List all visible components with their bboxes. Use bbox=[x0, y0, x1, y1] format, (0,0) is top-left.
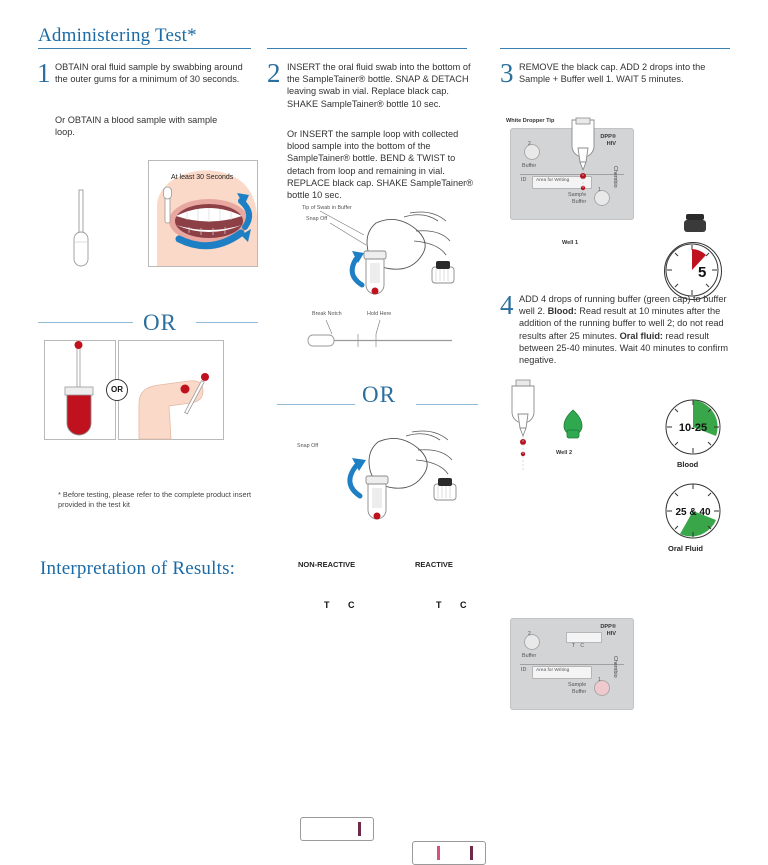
cassette2-well-1 bbox=[594, 680, 610, 696]
svg-text:25 & 40: 25 & 40 bbox=[675, 507, 711, 518]
timer-blood bbox=[664, 398, 722, 456]
svg-text:5: 5 bbox=[698, 264, 707, 281]
cassette2-writing-label: Area for Writing bbox=[536, 668, 570, 673]
cassette2-buffer-label-2: Buffer bbox=[571, 689, 587, 695]
step-1-text-2: Or OBTAIN a blood sample with sample loop. bbox=[55, 115, 218, 138]
dropper-bottle-step4 bbox=[500, 380, 548, 480]
control-band-reactive bbox=[470, 846, 473, 860]
step-2-or: OR bbox=[362, 382, 396, 407]
cassette2-divider bbox=[520, 664, 624, 665]
cassette2-test-name-line2: HIV bbox=[606, 631, 616, 637]
cassette-sample-label: Sample bbox=[568, 192, 587, 198]
step-2-number: 2 bbox=[267, 58, 281, 88]
cassette2-tc-marks: T C bbox=[572, 643, 586, 649]
cassette-test-name-line2: HIV bbox=[606, 141, 616, 147]
swab-break-diagram bbox=[302, 320, 462, 356]
swab-illustration bbox=[62, 190, 102, 270]
timer-oral-caption: Oral Fluid bbox=[668, 544, 704, 553]
step-4-text-1: ADD 4 drops of running buffer (green cap) to buffer well 2. Blood: Read result at 10 minutes after the addition of the running buffer to well 2; do not read results after 25 minutes. Oral fluid: read result between 25-40 minutes. Wait 40 minutes to confirm negative. bbox=[519, 294, 729, 366]
label-snap-off-2: Snap Off bbox=[297, 443, 319, 449]
result-marks-reactive: T C bbox=[436, 600, 475, 610]
fingerstick-panel bbox=[118, 340, 224, 440]
cassette2-brand: Chembio bbox=[612, 656, 618, 678]
result-strip-reactive bbox=[412, 841, 486, 865]
column3-rule bbox=[500, 48, 730, 49]
cassette2-test-name bbox=[600, 624, 616, 638]
page-title: Administering Test* bbox=[38, 25, 197, 46]
control-band-nonreactive bbox=[358, 822, 361, 836]
step-4-number: 4 bbox=[500, 290, 514, 320]
cassette2-sample-label: Sample bbox=[568, 682, 587, 688]
label-white-dropper-tip: White Dropper Tip bbox=[506, 118, 555, 124]
or-rule-left bbox=[38, 322, 133, 323]
cassette-well-2-number: 2 bbox=[528, 141, 531, 147]
column2-rule bbox=[267, 48, 467, 49]
result-marks-nonreactive: T C bbox=[324, 600, 363, 610]
timer-5-minutes bbox=[664, 242, 722, 300]
cassette2-sample-buffer-label bbox=[568, 682, 586, 696]
or2-rule-right bbox=[416, 404, 478, 405]
step-3-text-1: REMOVE the black cap. ADD 2 drops into the Sample + Buffer well 1. WAIT 5 minutes. bbox=[519, 62, 706, 85]
sampletainer-snap-illustration bbox=[286, 205, 486, 325]
results-title: Interpretation of Results: bbox=[40, 558, 236, 579]
step-1-number: 1 bbox=[37, 58, 51, 88]
cassette2-well-2 bbox=[524, 634, 540, 650]
svg-text:10-25: 10-25 bbox=[678, 422, 708, 434]
black-cap-icon bbox=[682, 212, 708, 234]
step-2-text-2: Or INSERT the sample loop with collected blood sample into the bottom of the SampleTainer® bottle. BEND & TWIST to detach from loop and remaining in vial. REPLACE black cap. SHAKE SampleTainer® bottle 10 sec. bbox=[287, 129, 474, 201]
result-label-reactive: REACTIVE bbox=[415, 560, 453, 569]
cassette2-test-name-line1: DPP® bbox=[600, 624, 616, 630]
cassette-well-2 bbox=[524, 144, 540, 160]
step-2-text-1: INSERT the oral fluid swab into the bottom of the SampleTainer® bottle. SNAP & DETACH leaving swab in vial. Replace black cap. SHAKE SampleTainer® bottle 10 sec. bbox=[287, 62, 471, 109]
inset-or-badge: OR bbox=[106, 379, 128, 401]
cassette2-result-window bbox=[566, 632, 602, 643]
cassette-well-1-number: 1 bbox=[598, 187, 601, 193]
cassette-brand: Chembio bbox=[612, 166, 618, 188]
timer-blood-caption: Blood bbox=[677, 460, 699, 469]
cassette-buffer-label-2: Buffer bbox=[571, 199, 587, 205]
step-1-or: OR bbox=[143, 310, 177, 335]
step-3-number: 3 bbox=[500, 58, 514, 88]
test-band-reactive bbox=[437, 846, 440, 860]
step-1-callout: At least 30 Seconds bbox=[171, 174, 234, 181]
cassette-id-label: ID bbox=[521, 177, 527, 183]
dropper-bottle-step3 bbox=[560, 118, 606, 218]
cassette-writing-label: Area for Writing bbox=[536, 178, 570, 183]
green-cap-icon bbox=[558, 408, 588, 440]
footnote: * Before testing, please refer to the complete product insert provided in the test kit bbox=[58, 490, 252, 509]
label-well-2: Well 2 bbox=[556, 450, 573, 456]
label-break-notch: Break Notch bbox=[312, 311, 342, 317]
step-1-text-1: OBTAIN oral fluid sample by swabbing around the outer gums for a minimum of 30 seconds. bbox=[55, 62, 243, 85]
cassette2-well-2-number: 2 bbox=[528, 631, 531, 637]
label-well-1: Well 1 bbox=[562, 240, 579, 246]
or2-rule-left bbox=[277, 404, 355, 405]
cassette2-buffer-label: Buffer bbox=[522, 653, 537, 659]
or-rule-right bbox=[196, 322, 258, 323]
test-cassette-step4 bbox=[510, 618, 634, 710]
cassette2-id-label: ID bbox=[521, 667, 527, 673]
label-tip-in-buffer: Tip of Swab in Buffer bbox=[302, 205, 352, 211]
result-strip-nonreactive bbox=[300, 817, 374, 841]
title-underline bbox=[38, 48, 251, 49]
result-label-nonreactive: NON-REACTIVE bbox=[298, 560, 356, 569]
cassette-buffer-label: Buffer bbox=[522, 163, 537, 169]
timer-oral-fluid bbox=[664, 482, 722, 540]
label-hold-here: Hold Here bbox=[367, 311, 392, 317]
label-snap-off: Snap Off bbox=[306, 216, 328, 222]
cassette2-well-1-number: 1 bbox=[598, 677, 601, 683]
cassette-test-name-line1: DPP® bbox=[600, 134, 616, 140]
